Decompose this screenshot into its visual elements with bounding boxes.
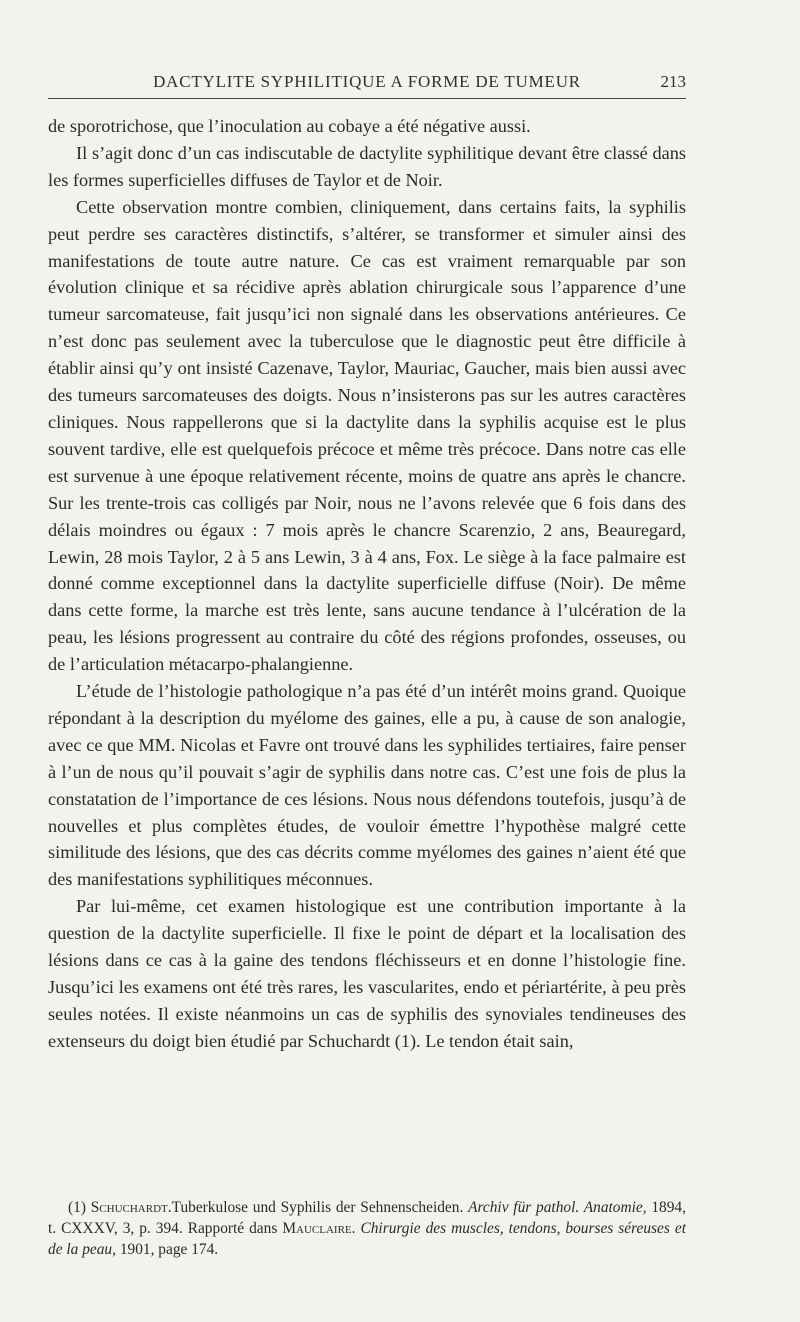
body-text — [48, 113, 686, 1055]
footnote-book: Chirurgie des muscles, tendons, bourses séreuses et de la peau, — [48, 1220, 686, 1258]
paragraph: de sporotrichose, que l’inoculation au cobaye a été négative aussi. — [48, 116, 531, 136]
paragraph: L’étude de l’histologie pathologique n’a pas été d’un intérêt moins grand. Quoique répondant à la description du myélome des gaines, elle a pu, à cause de son analogie, avec ce que MM. Nicolas et Favre ont trouvé dans les syphilides tertiaires, faire penser à l’un de nous qu’il pouvait s’agir de syphilis dans notre cas. C’est une fois de plus la constatation de l’importance de ces lésions. Nous nous défendons toutefois, jusqu’à de nouvelles et plus complètes études, de vouloir émettre l’hypothèse malgré cette similitude des lésions, que des cas décrits comme myélomes des gaines n’aient été que des manifestations syphilitiques méconnues. — [48, 681, 686, 890]
footnote — [48, 1197, 686, 1260]
paragraph: Il s’agit donc d’un cas indiscutable de dactylite syphilitique devant être classé dans les formes superficielles diffuses de Taylor et de Noir. — [48, 142, 686, 190]
footnote-page: 1901, page 174. — [119, 1241, 219, 1258]
page — [48, 64, 686, 1055]
page-number: 213 — [660, 72, 686, 91]
paragraph: Cette observation montre combien, cliniquement, dans certains faits, la syphilis peut perdre ses caractères distinctifs, s’altérer, se transformer et simuler ainsi des manifestations de toute autre nature. Ce cas est vraiment remarquable par son évolution clinique et sa récidive après ablation chirurgicale sous l’apparence d’une tumeur sarcomateuse, fait jusqu’ici non signalé dans les observations antérieures. Ce n’est donc pas seulement avec la tuberculose que le diagnostic peut être difficile à établir ainsi qu’y ont insisté Cazenave, Taylor, Mauriac, Gaucher, mais bien aussi avec des tumeurs sarcomateuses des doigts. Nous n’insisterons pas sur les autres caractères cliniques. Nous rappellerons que si la dactylite dans la syphilis acquise est le plus souvent tardive, elle est quelquefois précoce et même très précoce. Dans notre cas elle est survenue à une époque relativement récente, moins de quatre ans après le chancre. Sur les trente-trois cas colligés par Noir, nous ne l’avons relevée que 6 fois dans des délais moindres ou égaux : 7 mois après le chancre Scarenzio, 2 ans, Beauregard, Lewin, 28 mois Taylor, 2 à 5 ans Lewin, 3 à 4 ans, Fox. Le siège à la face palmaire est donné comme exceptionnel dans la dactylite superficielle diffuse (Noir). De même dans cette forme, la marche est très lente, sans aucune tendance à l’ulcération de la peau, les lésions progressent au contraire du côté des régions profondes, osseuses, ou de l’articulation métacarpo-phalangienne. — [48, 196, 686, 675]
page-header — [48, 64, 686, 99]
footnote-author: Schuchardt. — [90, 1199, 172, 1216]
footnote-journal: Archiv für pathol. Anatomie, — [468, 1199, 647, 1216]
footnote-marker: (1) — [68, 1199, 86, 1216]
footnote-volume: 1894, t. CXXXV, 3, p. 394. Rapporté dans — [48, 1199, 686, 1237]
paragraph: Par lui-même, cet examen histologique est une contribution importante à la question de la dactylite superficielle. Il fixe le point de départ et la localisation des lésions dans ce cas à la gaine des tendons fléchisseurs et en donne l’histologie fine. Jusqu’ici les examens ont été très rares, les vascularites, endo et périartérite, à peu près seules notées. Il existe néanmoins un cas de syphilis des synoviales tendineuses des extenseurs du doigt bien étudié par Schuchardt (1). Le tendon était sain, — [48, 896, 686, 1051]
footnote-text — [48, 1197, 686, 1260]
footnote-title: Tuberkulose und Syphilis der Sehnenscheiden. — [171, 1199, 464, 1216]
running-head: DACTYLITE SYPHILITIQUE A FORME DE TUMEUR — [153, 72, 581, 91]
footnote-author-2: Mauclaire. — [282, 1220, 356, 1237]
